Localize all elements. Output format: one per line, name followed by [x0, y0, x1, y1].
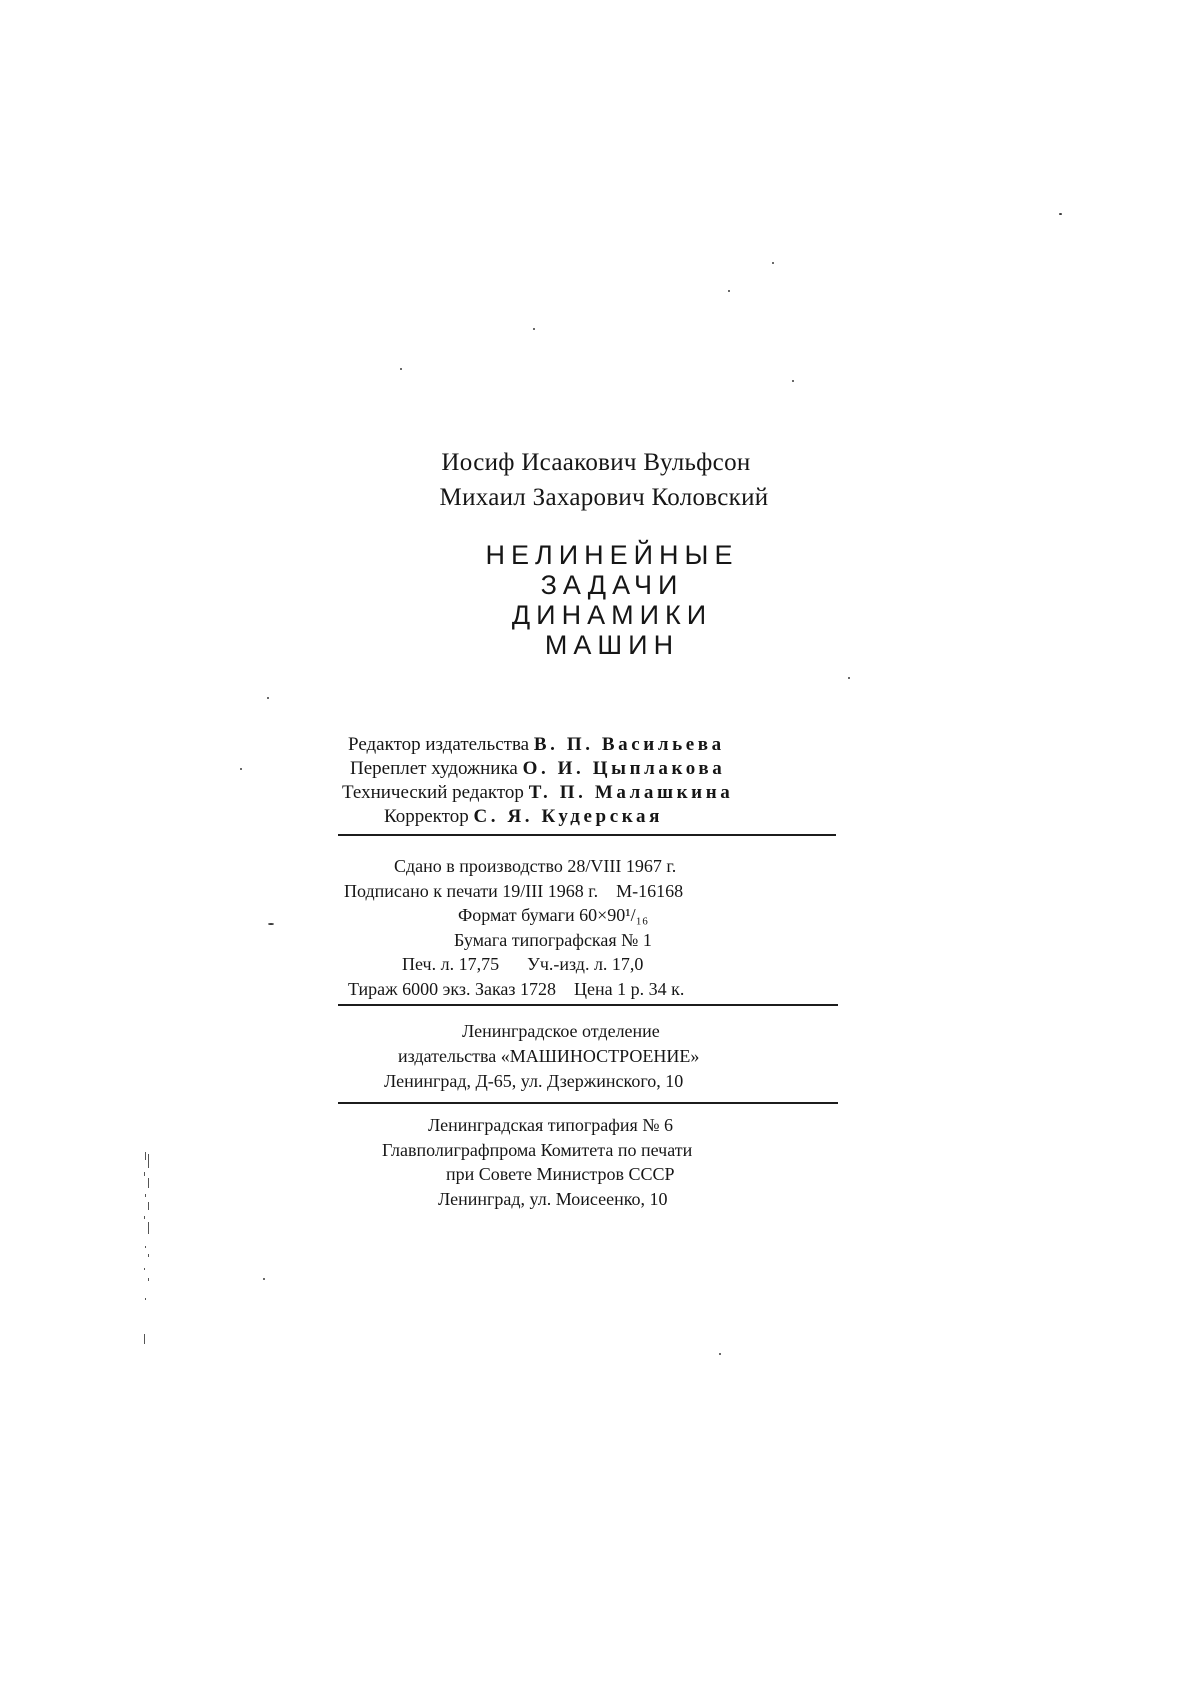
run-line [330, 977, 850, 1002]
production-details [330, 854, 850, 1001]
publisher-info [330, 1019, 850, 1094]
staff-name: С. Я. Кудерская [473, 806, 663, 827]
staff-name: О. И. Цыплакова [522, 758, 726, 779]
sheets-line [330, 952, 850, 977]
printer-line-4: Ленинград, ул. Моисеенко, 10 [438, 1188, 668, 1209]
scan-speck [719, 1353, 721, 1355]
staff-role: Технический редактор [342, 782, 524, 803]
paper-format: Формат бумаги 60×90¹/₁₆ [458, 905, 649, 925]
staff-binding-artist [342, 757, 842, 781]
signed-date: Подписано к печати 19/III 1968 г. [344, 880, 599, 901]
printer-line-2: Главполиграфпрома Комитета по печати [382, 1139, 693, 1160]
author-1: Иосиф Исаакович Вульфсон [441, 449, 751, 476]
staff-role: Корректор [384, 806, 469, 827]
divider-rule [338, 1004, 838, 1006]
printer-line-3: при Совете Министров СССР [446, 1164, 675, 1184]
publisher-sheets: Уч.-изд. л. 17,0 [527, 954, 644, 974]
scan-speck [848, 677, 850, 679]
staff-technical-editor [342, 781, 842, 805]
signed-line [330, 879, 850, 904]
book-title [12, 540, 1200, 660]
print-run: Тираж 6000 экз. [348, 978, 471, 999]
censor-code: М-16168 [616, 880, 684, 901]
publisher-line-3: Ленинград, Д-65, ул. Дзержинского, 10 [384, 1071, 684, 1091]
scan-speck [267, 697, 269, 699]
scan-speck [400, 368, 402, 370]
publisher-line-1: Ленинградское отделение [462, 1021, 660, 1041]
staff-editor [342, 733, 842, 757]
printer-info [330, 1113, 850, 1211]
title-line-2: ЗАДАЧИ [540, 570, 684, 600]
scan-speck [1059, 213, 1062, 215]
title-line-3: ДИНАМИКИ [511, 600, 713, 630]
scan-speck [240, 768, 242, 770]
order-number: Заказ 1728 [474, 978, 557, 999]
divider-rule [338, 834, 836, 836]
scan-speck [533, 328, 535, 330]
staff-name: В. П. Васильева [533, 734, 725, 755]
print-sheets: Печ. л. 17,75 [402, 954, 500, 974]
title-line-1: НЕЛИНЕЙНЫЕ [485, 540, 739, 570]
authors [0, 445, 1200, 515]
staff-role: Редактор издательства [348, 734, 530, 755]
scan-speck [263, 1278, 265, 1280]
editorial-staff [342, 733, 842, 829]
margin-scan-marks [142, 1150, 156, 1350]
author-2: Михаил Захарович Коловский [439, 484, 769, 511]
staff-proofreader [342, 805, 842, 829]
divider-rule [338, 1102, 838, 1104]
printer-line-1: Ленинградская типография № 6 [428, 1115, 673, 1135]
scan-speck [268, 923, 274, 925]
paper-type: Бумага типографская № 1 [454, 929, 652, 950]
scan-speck [792, 380, 794, 382]
publisher-line-2: издательства «МАШИНОСТРОЕНИЕ» [398, 1046, 700, 1066]
scan-speck [772, 262, 774, 264]
submitted-date: Сдано в производство 28/VIII 1967 г. [394, 856, 677, 876]
title-line-4: МАШИН [544, 630, 680, 660]
scan-speck [728, 290, 730, 292]
price: Цена 1 р. 34 к. [574, 978, 685, 999]
staff-name: Т. П. Малашкина [528, 782, 734, 803]
staff-role: Переплет художника [350, 758, 518, 779]
